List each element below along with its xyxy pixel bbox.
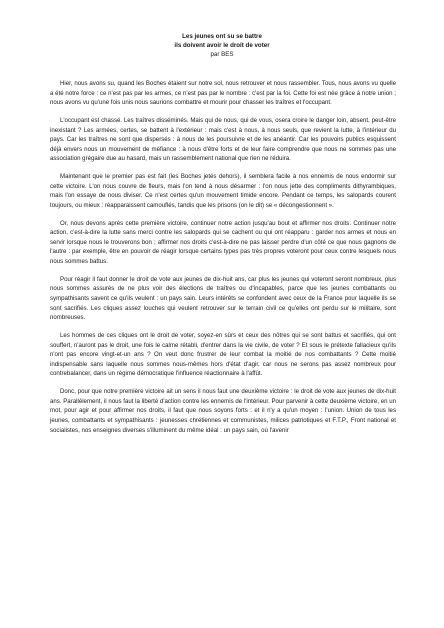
article-header [0, 32, 444, 59]
article-byline: par BES [210, 51, 234, 58]
paragraph-2: L'occupant est chassé. Les traîtres disséminés. Mais qui de nous, qui de vous, osera croire le danger loin, absent, peut-être inexistant ? Les armées, certes, se battent à l'extérieur : mais c'est à nous, à nous seuls, que revient la lutte, à l'intérieur du pays. Car les traîtres ne sont que dispersés : à nous de les poursuivre et de les anéantir. Car les pouvoirs publics esquissent déjà envers nous un mouvement de méfiance : à nous d'être forts et de leur faire comprendre que nous ne sommes pas une association grégaire due au hasard, mais un rassemblement national que rien ne réduira. [50, 116, 396, 163]
paragraph-3: Maintenant que le premier pas est fait (les Boches jetés dehors), il semblera facile à nos ennemis de nous endormir sur cette victoire. L'on nous couvre de fleurs, mais l'on tend à nous désarmer : l'on nous jette des compliments dithyrambiques, mais l'on essaye de nous diviser. Ce n'est certes qu'un mouvement timide encore. Pendant ce temps, les salopards courent toujours, ou mieux : réapparaissent camouflés, tandis que les prisons (on le dit) se « décongestionnent ». [50, 173, 396, 209]
article-title-line-2: ils doivent avoir le droit de voter [174, 42, 270, 49]
paragraph-6: Les hommes de ces cliques ont le droit de voter, soyez-en sûrs et ceux des nôtres qui se sont battus et sacrifiés, qui ont souffert, n'auront pas le droit, une fois le calme rétabli, d'entrer dans la vie civile, de voter ? Et sous le prétexte fallacieux qu'ils n'ont pas encore vingt-et-un ans ? On veut donc frustrer de leur combat la moitié de nos combattants ? Cette moitié indispensable sans laquelle nous sommes nous-mêmes hors d'état d'agir, car nous ne serons pas assez nombreux pour contrebalancer, dans un régime démocratique l'influence réactionnaire à l'affût. [50, 332, 396, 378]
article-body [50, 79, 396, 443]
paragraph-1: Hier, nous avons su, quand les Boches étaient sur notre sol, nous retrouver et nous rassembler. Tous, nous avons vu quelle a été notre force : ce n'est pas par les armes, ce n'est pas par le nombre : c'est par la foi. Cette foi est née grâce à notre union ; nous avons vu qu'une fois unis nous saurions combattre et mourir pour chasser les traîtres et l'occupant. [50, 80, 396, 107]
paragraph-4: Or, nous devons après cette première victoire, continuer notre action jusqu'au bout et affirmer nos droits. Continuer notre action, c'est-à-dire la lutte sans merci contre les salopards qui se cachent ou qui ont réapparu : garder nos armes et nous en servir lorsque nous le trouverons bon ; affirmer nos droits c'est-à-dire ne pas laisser perdre d'un côté ce que nous gagnons de l'autre : par exemple, être en pouvoir de réagir lorsque certains types pas très propres voteront pour ceux contre lesquels nous nous sommes battus. [50, 219, 396, 266]
article-title-line-1: Les jeunes ont su se battre [182, 33, 262, 40]
paragraph-7: Donc, pour que notre première victoire ait un sens il nous faut une deuxième victoire : le droit de vote aux jeunes de dix-huit ans. Parallèlement, il nous faut la liberté d'action contre les ennemis de l'intérieur. Pour parvenir à cette deuxième victoire, en un mot, pour agir et pour affirmer nos droits, il faut que nous soyons forts : et il n'y a qu'un moyen : l'union. Union de tous les jeunes, combattants et sympathisants : jeunesses chrétiennes et communistes, milices patriotiques et F.T.P., Front national et socialistes, nos enseignes diverses s'illuminent du même idéal : un pays sain, où l'avenir [50, 388, 396, 434]
paragraph-5: Pour réagir il faut donner le droit de vote aux jeunes de dix-huit ans, car plus les jeunes qui voteront seront nombreux, plus nous sommes assurés de ne plus voir des élections de traîtres ou d'incapables, parce que les jeunes combattants ou sympathisants savent ce qu'ils veulent : un pays sain. Leurs intérêts se confondent avec ceux de la France pour laquelle ils se sont sacrifiés. Les cliques assez louches qui veulent retrouver sur le terrain civil ce qu'elles ont perdu sur le militaire, sont nombreuses. [50, 275, 396, 322]
